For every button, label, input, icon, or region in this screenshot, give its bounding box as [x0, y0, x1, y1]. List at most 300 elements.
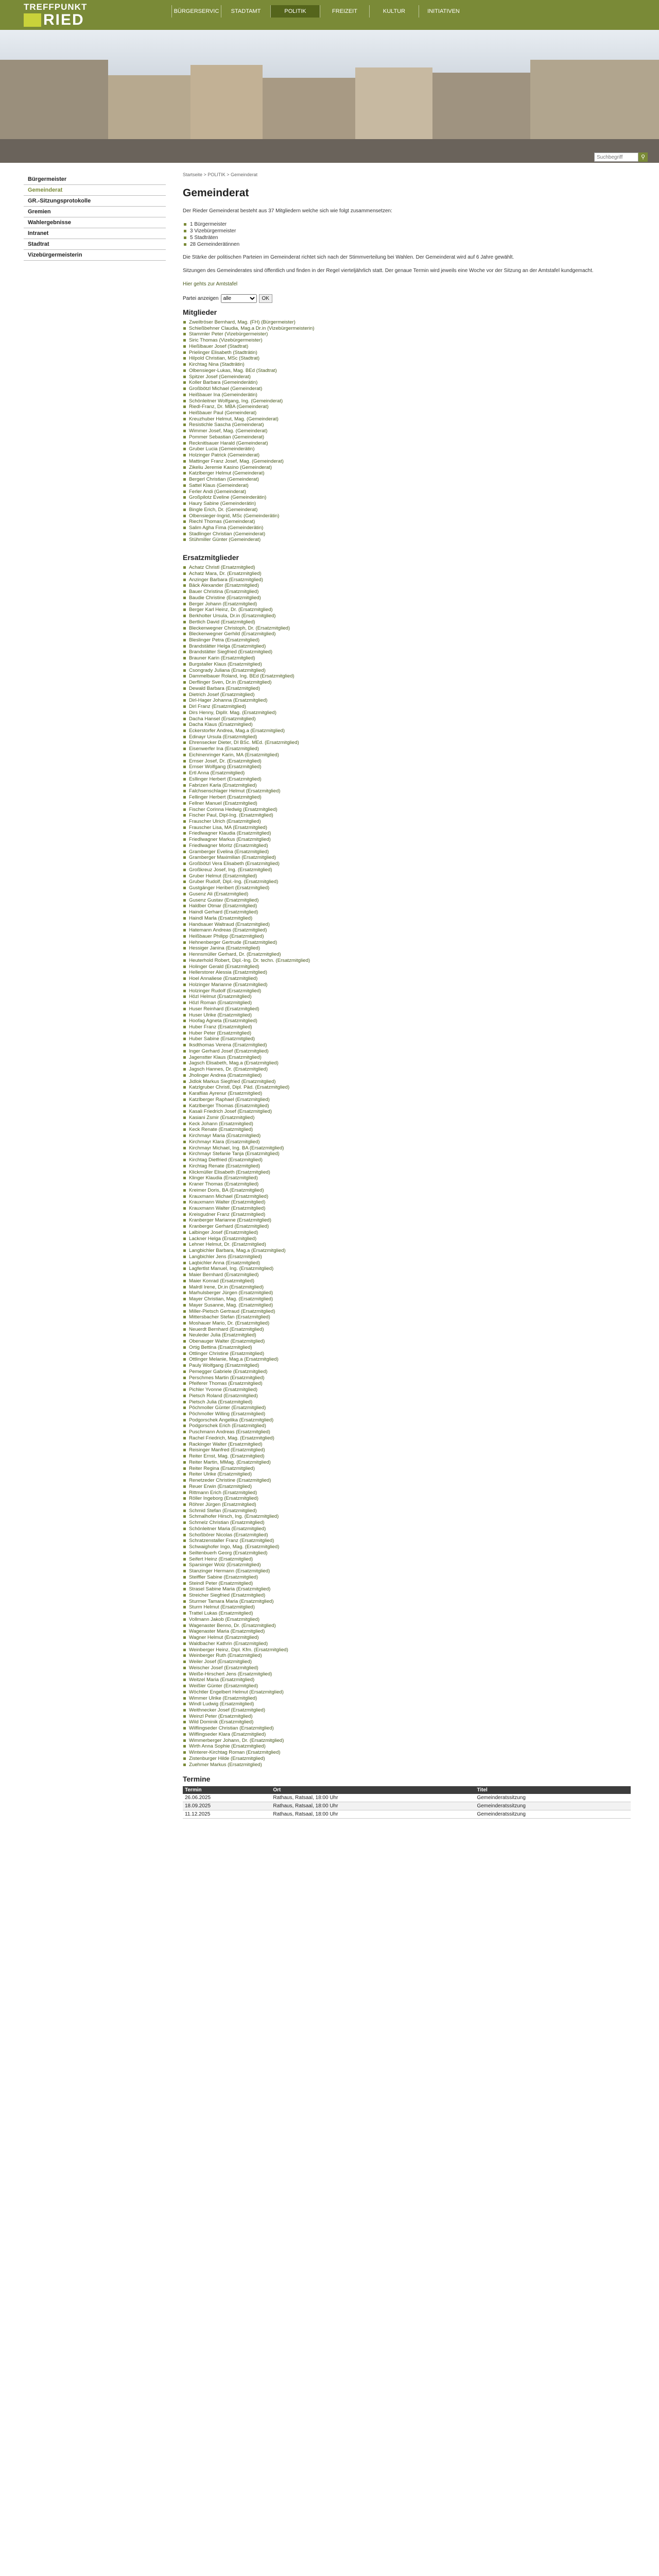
list-item[interactable]: [183, 350, 631, 356]
ersatz-list: [183, 565, 631, 1768]
list-item[interactable]: [183, 331, 631, 337]
list-item[interactable]: [183, 1381, 631, 1387]
list-item[interactable]: [183, 909, 631, 916]
list-item[interactable]: [183, 1387, 631, 1393]
list-item[interactable]: [183, 1683, 631, 1689]
list-item[interactable]: [183, 916, 631, 922]
member-name: Ertl Anna (Ersatzmitglied): [189, 770, 245, 776]
list-item[interactable]: [183, 607, 631, 613]
list-item[interactable]: [183, 873, 631, 879]
list-item[interactable]: [183, 1024, 631, 1030]
nav-freizeit[interactable]: FREIZEIT: [320, 5, 369, 18]
sidebar-item-gemeinderat[interactable]: Gemeinderat: [24, 185, 166, 196]
paragraph: Die Stärke der politischen Parteien im Gemeinderat richtet sich nach der Stimmverteilung bei Wahlen. Der Gemeinderat wird auf 6 Jahre gewählt.: [183, 255, 514, 260]
list-item[interactable]: [183, 1623, 631, 1629]
list-item[interactable]: [183, 1502, 631, 1508]
member-name: Kirchmayr Michael, Ing. BA (Ersatzmitglied): [189, 1145, 284, 1151]
list-item[interactable]: [183, 513, 631, 519]
list-item[interactable]: [183, 625, 631, 632]
member-name: Hilpold Christian, MSc (Stadtrat): [189, 355, 260, 362]
list-item[interactable]: [183, 501, 631, 507]
list-item[interactable]: [183, 1677, 631, 1683]
list-item[interactable]: [183, 764, 631, 770]
list-item[interactable]: [183, 1320, 631, 1327]
list-item: 1 Bürgermeister: [183, 221, 631, 228]
list-item[interactable]: [183, 1278, 631, 1284]
list-item[interactable]: [183, 1701, 631, 1707]
list-item[interactable]: [183, 1012, 631, 1019]
member-name: Schoßbörer Nicolas (Ersatzmitglied): [189, 1532, 268, 1538]
list-item[interactable]: [183, 637, 631, 643]
list-item[interactable]: [183, 885, 631, 891]
list-item[interactable]: [183, 770, 631, 776]
list-item[interactable]: [183, 1242, 631, 1248]
member-name: Huser Ulrike (Ersatzmitglied): [189, 1012, 252, 1018]
list-item[interactable]: [183, 734, 631, 740]
list-item[interactable]: [183, 825, 631, 831]
list-item[interactable]: [183, 1514, 631, 1520]
list-item[interactable]: [183, 855, 631, 861]
list-item[interactable]: [183, 655, 631, 662]
list-item[interactable]: [183, 1653, 631, 1659]
list-item[interactable]: [183, 1453, 631, 1460]
nav-stadtamt[interactable]: STADTAMT: [221, 5, 270, 18]
list-item[interactable]: [183, 1732, 631, 1738]
list-item[interactable]: [183, 1290, 631, 1296]
list-item[interactable]: [183, 1332, 631, 1338]
list-item[interactable]: [183, 668, 631, 674]
list-item[interactable]: [183, 355, 631, 362]
list-item[interactable]: [183, 337, 631, 344]
member-name: Katzlberger Raphael (Ersatzmitglied): [189, 1096, 270, 1103]
member-name: Kreuzhuber Helmut, Mag. (Gemeinderat): [189, 416, 279, 422]
list-item[interactable]: [183, 1199, 631, 1206]
list-item[interactable]: [183, 1665, 631, 1671]
member-name: Malrdl Irene, Dr.in (Ersatzmitglied): [189, 1284, 264, 1290]
list-item[interactable]: [183, 1478, 631, 1484]
list-item[interactable]: [183, 1055, 631, 1061]
list-item[interactable]: [183, 1066, 631, 1073]
list-item[interactable]: [183, 1641, 631, 1647]
list-item[interactable]: [183, 1194, 631, 1200]
list-item[interactable]: [183, 982, 631, 988]
list-item[interactable]: [183, 1151, 631, 1157]
list-item[interactable]: [183, 1133, 631, 1139]
list-item[interactable]: [183, 1586, 631, 1592]
member-name: Gusenz Gustav (Ersatzmitglied): [189, 897, 259, 903]
list-item[interactable]: [183, 1756, 631, 1762]
list-item[interactable]: [183, 489, 631, 495]
list-item[interactable]: [183, 958, 631, 964]
list-item[interactable]: [183, 831, 631, 837]
list-item[interactable]: [183, 1496, 631, 1502]
list-item[interactable]: [183, 495, 631, 501]
table-row[interactable]: [183, 1802, 631, 1810]
list-item[interactable]: [183, 1750, 631, 1756]
list-item[interactable]: [183, 434, 631, 440]
sidebar-item-wahlergebnisse[interactable]: Wahlergebnisse: [24, 217, 166, 228]
list-item[interactable]: [183, 1743, 631, 1750]
list-item[interactable]: [183, 964, 631, 970]
list-item[interactable]: [183, 1484, 631, 1490]
list-item[interactable]: [183, 477, 631, 483]
list-item[interactable]: [183, 1254, 631, 1260]
list-item[interactable]: [183, 807, 631, 813]
list-item[interactable]: [183, 1351, 631, 1357]
member-name: Lalbinger Josef (Ersatzmitglied): [189, 1229, 258, 1235]
list-item[interactable]: [183, 1629, 631, 1635]
member-name: Weithnecker Josef (Ersatzmitglied): [189, 1707, 266, 1713]
member-name: Ottlinger Christine (Ersatzmitglied): [189, 1350, 265, 1357]
member-name: Eisenwerfer Ina (Ersatzmitglied): [189, 746, 259, 752]
list-item[interactable]: [183, 1556, 631, 1563]
sidebar-item-gremien[interactable]: Gremien: [24, 207, 166, 217]
list-item[interactable]: [183, 595, 631, 601]
member-name: Pöchmoller Günter (Ersatzmitglied): [189, 1405, 266, 1411]
list-item[interactable]: [183, 716, 631, 722]
list-item[interactable]: [183, 416, 631, 422]
list-item[interactable]: [183, 1520, 631, 1526]
member-name: Kasali Friedrich Josef (Ersatzmitglied): [189, 1109, 272, 1115]
list-item[interactable]: [183, 1635, 631, 1641]
list-item[interactable]: [183, 1738, 631, 1744]
list-item[interactable]: [183, 1042, 631, 1048]
member-name: Klickmüller Elisabeth (Ersatzmitglied): [189, 1169, 270, 1175]
list-item[interactable]: [183, 1302, 631, 1309]
list-item[interactable]: [183, 1163, 631, 1170]
list-item[interactable]: [183, 422, 631, 428]
list-item[interactable]: [183, 692, 631, 698]
list-item[interactable]: [183, 1036, 631, 1042]
list-item[interactable]: [183, 1544, 631, 1550]
list-item[interactable]: [183, 837, 631, 843]
list-item[interactable]: [183, 1157, 631, 1163]
list-item[interactable]: [183, 344, 631, 350]
list-item[interactable]: [183, 631, 631, 637]
list-item[interactable]: [183, 1647, 631, 1653]
list-item[interactable]: [183, 867, 631, 873]
list-item[interactable]: [183, 1181, 631, 1188]
member-name: Rachel Friedrich, Mag. (Ersatzmitglied): [189, 1435, 274, 1441]
list-item[interactable]: [183, 398, 631, 404]
list-item[interactable]: [183, 1466, 631, 1472]
list-item[interactable]: [183, 1103, 631, 1109]
member-name: Reiter Martin, MMag. (Ersatzmitglied): [189, 1459, 271, 1465]
list-item[interactable]: [183, 1562, 631, 1568]
list-item[interactable]: [183, 1212, 631, 1218]
list-item[interactable]: [183, 525, 631, 531]
list-item[interactable]: [183, 1060, 631, 1066]
list-item[interactable]: [183, 861, 631, 867]
party-select[interactable]: [221, 294, 257, 303]
list-item[interactable]: [183, 945, 631, 952]
list-item[interactable]: [183, 1725, 631, 1732]
list-item[interactable]: [183, 1314, 631, 1320]
list-item[interactable]: [183, 577, 631, 583]
list-item[interactable]: [183, 1357, 631, 1363]
list-item[interactable]: [183, 1714, 631, 1720]
list-item[interactable]: [183, 643, 631, 650]
member-name: Derflinger Sven, Dr.in (Ersatzmitglied): [189, 680, 272, 686]
list-item[interactable]: [183, 1526, 631, 1532]
list-item[interactable]: [183, 1611, 631, 1617]
list-item[interactable]: [183, 619, 631, 625]
list-item[interactable]: [183, 1471, 631, 1478]
list-item[interactable]: [183, 934, 631, 940]
list-item[interactable]: [183, 319, 631, 326]
list-item[interactable]: [183, 1659, 631, 1665]
list-item[interactable]: [183, 849, 631, 855]
list-item[interactable]: [183, 843, 631, 849]
list-item[interactable]: [183, 571, 631, 577]
list-item[interactable]: [183, 1296, 631, 1302]
list-item[interactable]: [183, 1363, 631, 1369]
list-item[interactable]: [183, 1084, 631, 1091]
list-item[interactable]: [183, 1048, 631, 1055]
list-item[interactable]: [183, 1671, 631, 1677]
list-item[interactable]: [183, 1345, 631, 1351]
list-item[interactable]: [183, 1429, 631, 1435]
sidebar-item-buergermeister[interactable]: Bürgermeister: [24, 174, 166, 185]
breadcrumb[interactable]: Startseite > POLITIK > Gemeinderat: [183, 172, 258, 177]
nav-kultur[interactable]: KULTUR: [369, 5, 419, 18]
list-item[interactable]: [183, 1604, 631, 1611]
list-item[interactable]: [183, 1574, 631, 1581]
list-item[interactable]: [183, 1532, 631, 1538]
list-item[interactable]: [183, 1508, 631, 1514]
list-item[interactable]: [183, 507, 631, 513]
member-name: Kreimer Doris, BA (Ersatzmitglied): [189, 1187, 264, 1193]
sidebar-item-intranet[interactable]: Intranet: [24, 228, 166, 239]
list-item[interactable]: [183, 1309, 631, 1315]
list-item[interactable]: [183, 1762, 631, 1768]
list-item[interactable]: [183, 970, 631, 976]
list-item[interactable]: [183, 1399, 631, 1405]
list-item[interactable]: [183, 362, 631, 368]
list-item[interactable]: [183, 698, 631, 704]
list-item[interactable]: [183, 1592, 631, 1599]
list-item[interactable]: [183, 1175, 631, 1181]
list-item[interactable]: [183, 1006, 631, 1012]
list-item[interactable]: [183, 1284, 631, 1291]
list-item[interactable]: [183, 1417, 631, 1423]
search-icon[interactable]: ⚲: [638, 152, 648, 162]
member-name: Pommer Sebastian (Gemeinderat): [189, 434, 265, 440]
sidebar-item-protokolle[interactable]: GR.-Sitzungsprotokolle: [24, 196, 166, 207]
logo-bottom-text: RIED: [43, 11, 84, 28]
list-item[interactable]: [183, 452, 631, 459]
nav-buergerservice[interactable]: BÜRGERSERVIC: [171, 5, 221, 18]
list-item[interactable]: [183, 326, 631, 332]
list-item[interactable]: [183, 459, 631, 465]
list-item[interactable]: [183, 1599, 631, 1605]
list-item[interactable]: [183, 994, 631, 1000]
list-item[interactable]: [183, 1091, 631, 1097]
list-item[interactable]: [183, 1689, 631, 1696]
list-item[interactable]: [183, 1188, 631, 1194]
list-item[interactable]: [183, 1127, 631, 1133]
list-item[interactable]: [183, 1442, 631, 1448]
list-item[interactable]: [183, 673, 631, 680]
search-input[interactable]: [594, 152, 638, 162]
list-item[interactable]: [183, 1423, 631, 1429]
list-item[interactable]: [183, 1369, 631, 1375]
list-item[interactable]: [183, 728, 631, 734]
list-item[interactable]: [183, 531, 631, 537]
member-name: Baudie Christine (Ersatzmitglied): [189, 595, 261, 601]
ok-button[interactable]: OK: [259, 294, 272, 303]
list-item[interactable]: [183, 537, 631, 543]
list-item[interactable]: [183, 519, 631, 525]
list-item[interactable]: [183, 783, 631, 789]
list-item[interactable]: [183, 927, 631, 934]
list-item[interactable]: [183, 1217, 631, 1224]
list-item[interactable]: [183, 1097, 631, 1103]
list-item[interactable]: [183, 1236, 631, 1242]
list-item[interactable]: [183, 1145, 631, 1151]
list-item[interactable]: [183, 1206, 631, 1212]
list-item[interactable]: [183, 1170, 631, 1176]
list-item[interactable]: [183, 368, 631, 374]
list-item[interactable]: [183, 1139, 631, 1145]
list-item[interactable]: [183, 1248, 631, 1254]
member-name: Schmalhofer Hirsch, Ing. (Ersatzmitglied): [189, 1514, 279, 1520]
member-name: Bäck Alexander (Ersatzmitglied): [189, 583, 259, 589]
list-item[interactable]: [183, 1266, 631, 1272]
sidebar-item-stadtrat[interactable]: Stadtrat: [24, 239, 166, 250]
member-name: Wirth Anna Sophie (Ersatzmitglied): [189, 1743, 266, 1750]
nav-politik[interactable]: POLITIK: [270, 5, 320, 18]
list-item[interactable]: [183, 1073, 631, 1079]
list-item[interactable]: [183, 649, 631, 655]
list-item[interactable]: [183, 1447, 631, 1453]
list-item[interactable]: [183, 686, 631, 692]
list-item[interactable]: [183, 988, 631, 994]
list-item[interactable]: [183, 903, 631, 909]
list-item[interactable]: [183, 812, 631, 819]
table-row[interactable]: [183, 1794, 631, 1802]
list-item[interactable]: [183, 1405, 631, 1411]
list-item[interactable]: [183, 583, 631, 589]
list-item[interactable]: [183, 1272, 631, 1278]
member-name: Olbensieger-Lukas, Mag. BEd (Stadtrat): [189, 367, 277, 374]
list-item[interactable]: [183, 601, 631, 607]
list-item[interactable]: [183, 1696, 631, 1702]
list-item[interactable]: [183, 722, 631, 728]
member-name: Podgorschek Angelika (Ersatzmitglied): [189, 1417, 274, 1423]
logo[interactable]: [24, 2, 102, 29]
list-item[interactable]: [183, 1568, 631, 1574]
member-name: Hoofag Agneta (Ersatzmitglied): [189, 1018, 257, 1024]
list-item[interactable]: [183, 1460, 631, 1466]
cell: Rathaus, Ratsaal, 18:00 Uhr: [271, 1794, 475, 1802]
amtstafel-link[interactable]: Hier gehts zur Amtstafel: [183, 281, 238, 287]
list-item[interactable]: [183, 776, 631, 783]
list-item[interactable]: [183, 879, 631, 885]
list-item[interactable]: [183, 801, 631, 807]
list-item[interactable]: [183, 1260, 631, 1266]
list-item[interactable]: [183, 1000, 631, 1006]
list-item[interactable]: [183, 446, 631, 452]
list-item[interactable]: [183, 680, 631, 686]
list-item[interactable]: [183, 1435, 631, 1442]
list-item[interactable]: [183, 404, 631, 410]
list-item[interactable]: [183, 1490, 631, 1496]
member-name: Hessiger Janina (Ersatzmitglied): [189, 945, 261, 952]
list-item[interactable]: [183, 752, 631, 758]
list-item[interactable]: [183, 1393, 631, 1399]
list-item[interactable]: [183, 386, 631, 392]
list-item[interactable]: [183, 922, 631, 928]
list-item[interactable]: [183, 819, 631, 825]
list-item[interactable]: [183, 1230, 631, 1236]
list-item[interactable]: [183, 1550, 631, 1556]
list-item[interactable]: [183, 440, 631, 447]
member-name: Hießlbauer Josef (Stadtrat): [189, 343, 249, 349]
list-item[interactable]: [183, 374, 631, 380]
list-item[interactable]: [183, 746, 631, 752]
list-item[interactable]: [183, 1411, 631, 1417]
list-item[interactable]: [183, 710, 631, 716]
list-item[interactable]: [183, 976, 631, 982]
sidebar-item-vizebuergermeisterin[interactable]: Vizebürgermeisterin: [24, 250, 166, 261]
list-item[interactable]: [183, 952, 631, 958]
member-name: Wilflingseder Christian (Ersatzmitglied): [189, 1725, 274, 1732]
list-item[interactable]: [183, 1581, 631, 1587]
list-item[interactable]: [183, 1121, 631, 1127]
list-item[interactable]: [183, 788, 631, 794]
list-item[interactable]: [183, 470, 631, 477]
list-item[interactable]: [183, 1018, 631, 1024]
list-item[interactable]: [183, 662, 631, 668]
member-name: Burgstaller Klaus (Ersatzmitglied): [189, 661, 262, 667]
list-item[interactable]: [183, 392, 631, 398]
list-item[interactable]: [183, 1719, 631, 1725]
member-name: Recknitlsauer Harald (Gemeinderat): [189, 440, 268, 446]
list-item[interactable]: [183, 1338, 631, 1345]
list-item[interactable]: [183, 1030, 631, 1037]
list-item[interactable]: [183, 1375, 631, 1381]
list-item[interactable]: [183, 1538, 631, 1544]
list-item[interactable]: [183, 589, 631, 595]
table-row[interactable]: [183, 1810, 631, 1819]
list-item[interactable]: [183, 1707, 631, 1714]
member-name: Mattinger Franz Josef, Mag. (Gemeinderat): [189, 458, 284, 464]
list-item[interactable]: [183, 740, 631, 746]
list-item[interactable]: [183, 613, 631, 619]
cell: Rathaus, Ratsaal, 18:00 Uhr: [271, 1802, 475, 1810]
list-item[interactable]: [183, 483, 631, 489]
list-item[interactable]: [183, 1109, 631, 1115]
list-item[interactable]: [183, 1617, 631, 1623]
list-item[interactable]: [183, 1327, 631, 1333]
list-item[interactable]: [183, 465, 631, 471]
list-item[interactable]: [183, 758, 631, 765]
list-item[interactable]: [183, 428, 631, 434]
list-item[interactable]: [183, 1115, 631, 1121]
list-item[interactable]: [183, 380, 631, 386]
list-item[interactable]: [183, 794, 631, 801]
list-item[interactable]: [183, 891, 631, 897]
nav-initiativen[interactable]: INITIATIVEN: [419, 5, 468, 18]
list-item[interactable]: [183, 1224, 631, 1230]
list-item[interactable]: [183, 704, 631, 710]
list-item[interactable]: [183, 940, 631, 946]
list-item[interactable]: [183, 1079, 631, 1085]
list-item[interactable]: [183, 565, 631, 571]
list-item[interactable]: [183, 897, 631, 904]
list-item[interactable]: [183, 410, 631, 416]
